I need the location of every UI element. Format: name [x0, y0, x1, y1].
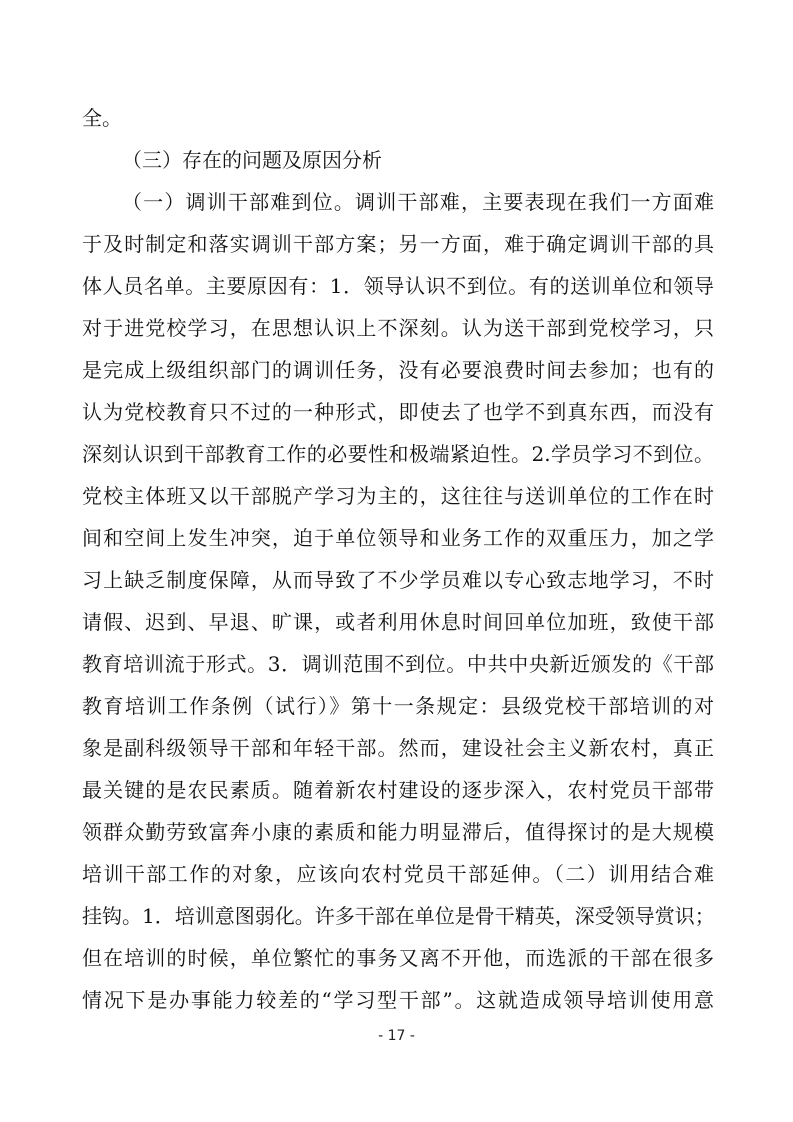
text-line-14: 教育培训流于形式。3．调训范围不到位。中共中央新近颁发的《干部	[82, 652, 714, 676]
text-line-11: 间和空间上发生冲突，迫于单位领导和业务工作的双重压力，加之学	[82, 526, 714, 550]
text-line-5: 体人员名单。主要原因有：1．领导认识不到位。有的送训单位和领导	[82, 274, 714, 298]
section-heading: （三）存在的问题及原因分析	[122, 148, 382, 172]
text-line-22: 情况下是办事能力较差的“学习型干部”。这就造成领导培训使用意	[82, 988, 714, 1012]
text-line-13: 请假、迟到、早退、旷课，或者利用休息时间回单位加班，致使干部	[82, 610, 714, 634]
text-line-7: 是完成上级组织部门的调训任务，没有必要浪费时间去参加；也有的	[82, 358, 714, 382]
text-line-12: 习上缺乏制度保障，从而导致了不少学员难以专心致志地学习，不时	[82, 568, 714, 592]
text-line-10: 党校主体班又以干部脱产学习为主的，这往往与送训单位的工作在时	[82, 484, 714, 508]
text-line-20: 挂钩。1．培训意图弱化。许多干部在单位是骨干精英，深受领导赏识；	[82, 904, 715, 928]
page-number: - 17 -	[378, 1028, 415, 1044]
text-line-21: 但在培训的时候，单位繁忙的事务又离不开他，而选派的干部在很多	[82, 946, 714, 970]
text-line-16: 象是副科级领导干部和年轻干部。然而，建设社会主义新农村，真正	[82, 736, 714, 760]
text-line-4: 于及时制定和落实调训干部方案；另一方面，难于确定调训干部的具	[82, 232, 714, 256]
text-line-15: 教育培训工作条例（试行）》第十一条规定：县级党校干部培训的对	[82, 694, 714, 718]
text-line-3: （一）调训干部难到位。调训干部难，主要表现在我们一方面难	[122, 190, 714, 214]
text-line-18: 领群众勤劳致富奔小康的素质和能力明显滞后，值得探讨的是大规模	[82, 820, 714, 844]
text-line-19: 培训干部工作的对象，应该向农村党员干部延伸。（二）训用结合难	[82, 862, 714, 886]
text-line-6: 对于进党校学习，在思想认识上不深刻。认为送干部到党校学习，只	[82, 316, 714, 340]
text-line-1: 全。	[82, 106, 122, 130]
text-line-8: 认为党校教育只不过的一种形式，即使去了也学不到真东西，而没有	[82, 400, 714, 424]
text-line-17: 最关键的是农民素质。随着新农村建设的逐步深入，农村党员干部带	[82, 778, 714, 802]
text-line-9: 深刻认识到干部教育工作的必要性和极端紧迫性。2.学员学习不到位。	[82, 442, 714, 466]
